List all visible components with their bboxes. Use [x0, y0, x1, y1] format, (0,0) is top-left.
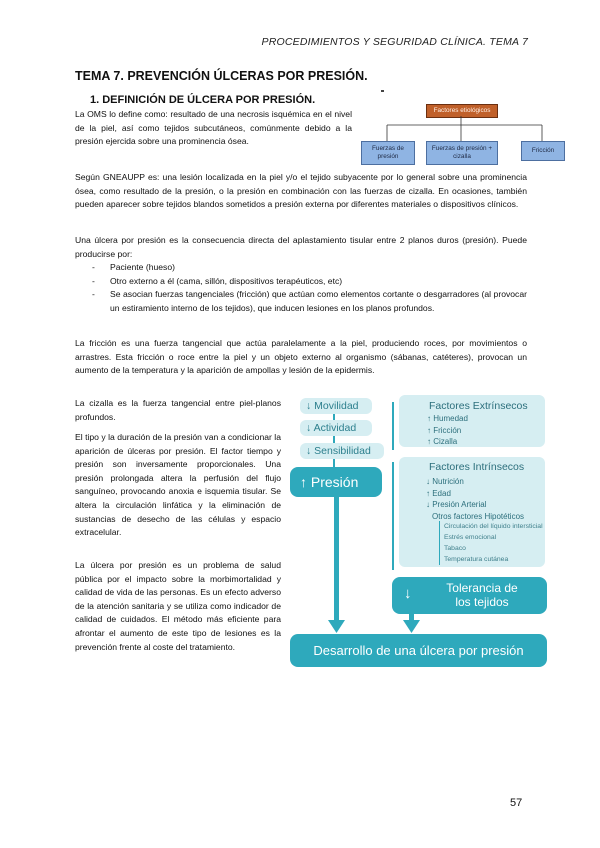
paragraph-problema: La úlcera por presión es un problema de salud pública por el impacto sobre la morbimortalidad y calidad de vida de las personas. Es un efecto adverso de la atención sanitaria y se utiliza como indicador de calidad de cuidados. El método más eficiente para afrontar el aumento de este tipo de lesiones es la prevención frente al coste del tratamiento.	[75, 560, 281, 652]
list-item: ↓ Presión Arterial	[426, 500, 487, 509]
intrinsic-title: Factores Intrínsecos	[429, 461, 525, 473]
list-item: Circulación del líquido intersticial	[444, 523, 543, 530]
extrinsic-items	[427, 413, 468, 448]
paragraph-oms: La OMS lo define como: resultado de una necrosis isquémica en el nivel de la piel, así como tejidos subcutáneos, comúnmente debido a la presión ejercida sobre una prominencia ósea.	[75, 109, 352, 147]
etiology-connectors	[350, 116, 580, 144]
paragraph-cizalla: La cizalla es la fuerza tangencial entre piel-planos profundos.	[75, 398, 281, 422]
tolerance-text	[422, 581, 542, 609]
page-title: TEMA 7. PREVENCIÓN ÚLCERAS POR PRESIÓN.	[75, 69, 368, 83]
tolerance-line: Tolerancia de	[446, 581, 518, 595]
section-heading: 1. DEFINICIÓN DE ÚLCERA POR PRESIÓN.	[90, 94, 316, 106]
intrinsic-sub-title: Otros factores Hipotéticos	[432, 511, 525, 521]
list-item: ↑ Edad	[426, 488, 451, 498]
result-box: Desarrollo de una úlcera por presión	[290, 634, 547, 667]
intrinsic-panel	[399, 457, 545, 567]
etiology-child-pressure: Fuerzas de presión	[361, 141, 415, 165]
factor-actividad: ↓ Actividad	[300, 420, 372, 436]
extrinsic-title: Factores Extrínsecos	[429, 400, 528, 412]
presion-box: ↑ Presión	[290, 467, 382, 497]
list-item: ↓ Nutrición	[426, 477, 464, 486]
list-item: Temperatura cutánea	[444, 556, 509, 563]
extrinsic-panel	[399, 395, 545, 447]
intrinsic-items	[426, 476, 524, 522]
etiology-child-pressure-shear: Fuerzas de presión + cizalla	[426, 141, 498, 165]
list-item: ↑ Fricción	[427, 425, 462, 435]
list-item: Tabaco	[444, 545, 466, 552]
causes-list	[90, 261, 527, 315]
list-item: Estrés emocional	[444, 534, 497, 541]
list-item: - Otro externo a él (cama, sillón, dispositivos terapéuticos, etc)	[90, 275, 527, 289]
factor-sensibilidad: ↓ Sensibilidad	[300, 443, 384, 459]
paragraph-tipo: El tipo y la duración de la presión van a condicionar la aparición de úlceras por presión. El factor tiempo y presión son inversamente proporcionales. Una presión prolongada altera la perfusión del flujo sanguíneo, provocando anoxia e isquemia tisular. Se altera la circulación linfática y la eliminación de sustancias de desecho de las células y espacio extracelular.	[75, 432, 281, 538]
list-item: ↑ Cizalla	[427, 437, 458, 446]
tolerance-box	[392, 577, 547, 614]
paragraph-consecuencia: Una úlcera por presión es la consecuencia directa del aplastamiento tisular entre 2 planos duros (presión). Puede producirse por:	[75, 235, 527, 259]
paragraph-gneaupp: Según GNEAUPP es: una lesión localizada en la piel y/o el tejido subyacente por lo general sobre una prominencia ósea, como resultado de la presión, o la presión en combinación con las fuerzas de cizalla. En ocasiones, también pueden aparecer sobre tejidos blandos sometidos a presión externa por diferentes materiales o dispositivos clínicos.	[75, 172, 527, 210]
etiology-child-friction: Fricción	[521, 141, 565, 161]
list-item: - Paciente (hueso)	[90, 261, 527, 275]
hypothetical-items	[439, 521, 543, 565]
factor-movilidad: ↓ Movilidad	[300, 398, 372, 414]
tolerance-line: los tejidos	[455, 595, 509, 609]
tolerance-arrow: ↓	[404, 585, 412, 602]
dot-mark	[381, 90, 384, 92]
paragraph-friccion: La fricción es una fuerza tangencial que actúa paralelamente a la piel, produciendo roces, por movimientos o arrastres. Esta fricción o roce entre la piel y un objeto externo al organismo (sábanas, catéteres), provocan un aumento de la temperatura y la aparición de ampollas y lesión de la epidermis.	[75, 338, 527, 376]
running-header: PROCEDIMIENTOS Y SEGURIDAD CLÍNICA. TEMA 7	[261, 36, 528, 48]
list-item: - Se asocian fuerzas tangenciales (fricción) que actúan como elementos cortante o desgarradores (al provocar un estiramiento interno de los tejidos), que inducen lesiones en los planos profundos.	[90, 288, 527, 315]
etiology-top-box: Factores etiológicos	[426, 104, 498, 118]
list-item: ↑ Humedad	[427, 414, 468, 423]
page-number: 57	[510, 797, 523, 809]
